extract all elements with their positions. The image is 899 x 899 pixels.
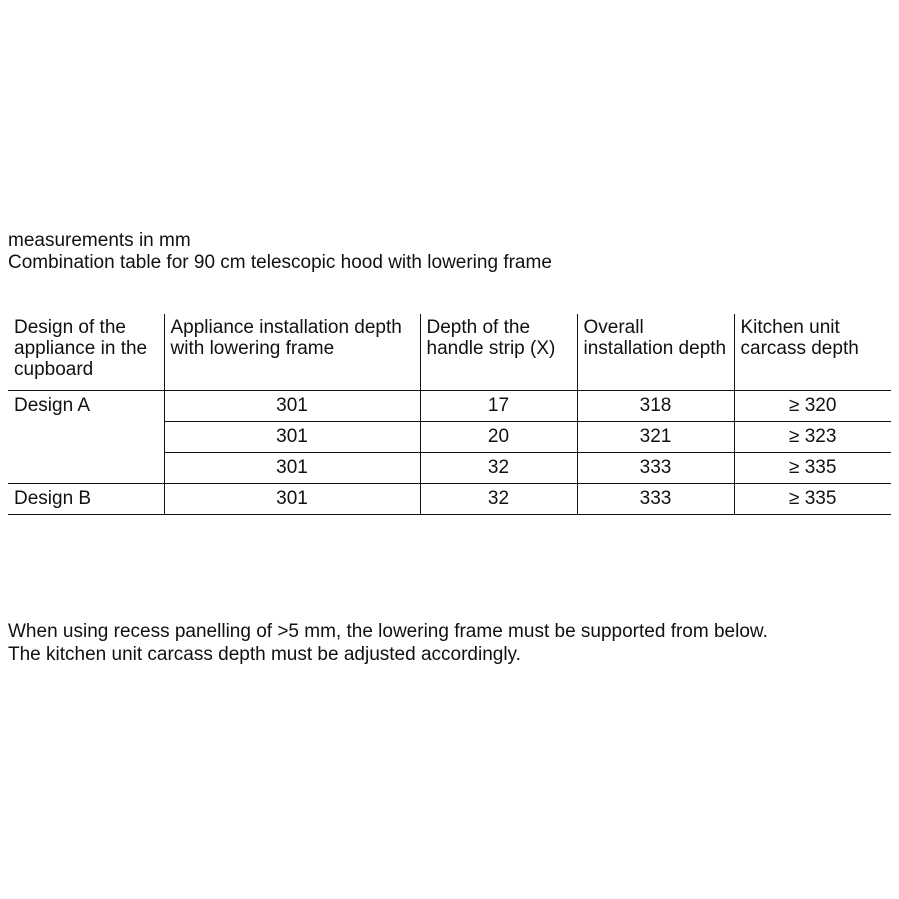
cell-handle-strip-depth: 32 [420, 484, 577, 515]
design-label: Design B [8, 484, 164, 515]
cell-handle-strip-depth: 17 [420, 391, 577, 422]
cell-overall-depth: 318 [577, 391, 734, 422]
cell-overall-depth: 333 [577, 484, 734, 515]
header-appliance-depth: Appliance installation depth with lowering frame [164, 314, 420, 391]
cell-appliance-depth: 301 [164, 422, 420, 453]
combination-table [8, 314, 891, 515]
header-handle-strip-depth: Depth of the handle strip (X) [420, 314, 577, 391]
units-note: measurements in mm [8, 230, 191, 251]
design-label: Design A [8, 391, 164, 484]
header-design: Design of the appliance in the cupboard [8, 314, 164, 391]
cell-carcass-depth: ≥ 320 [734, 391, 891, 422]
footnote-line-1: When using recess panelling of >5 mm, the lowering frame must be supported from below. [8, 621, 768, 642]
footnote-line-2: The kitchen unit carcass depth must be adjusted accordingly. [8, 644, 521, 665]
cell-overall-depth: 321 [577, 422, 734, 453]
table-row [8, 484, 891, 515]
table-caption: Combination table for 90 cm telescopic hood with lowering frame [8, 252, 552, 273]
cell-handle-strip-depth: 20 [420, 422, 577, 453]
cell-carcass-depth: ≥ 335 [734, 484, 891, 515]
cell-carcass-depth: ≥ 335 [734, 453, 891, 484]
header-carcass-depth: Kitchen unit carcass depth [734, 314, 891, 391]
cell-carcass-depth: ≥ 323 [734, 422, 891, 453]
cell-overall-depth: 333 [577, 453, 734, 484]
table-row [8, 391, 891, 422]
header-overall-depth: Overall installation depth [577, 314, 734, 391]
cell-handle-strip-depth: 32 [420, 453, 577, 484]
footnote [8, 620, 768, 666]
cell-appliance-depth: 301 [164, 391, 420, 422]
header-row [8, 314, 891, 391]
cell-appliance-depth: 301 [164, 484, 420, 515]
intro-text [8, 230, 552, 274]
cell-appliance-depth: 301 [164, 453, 420, 484]
